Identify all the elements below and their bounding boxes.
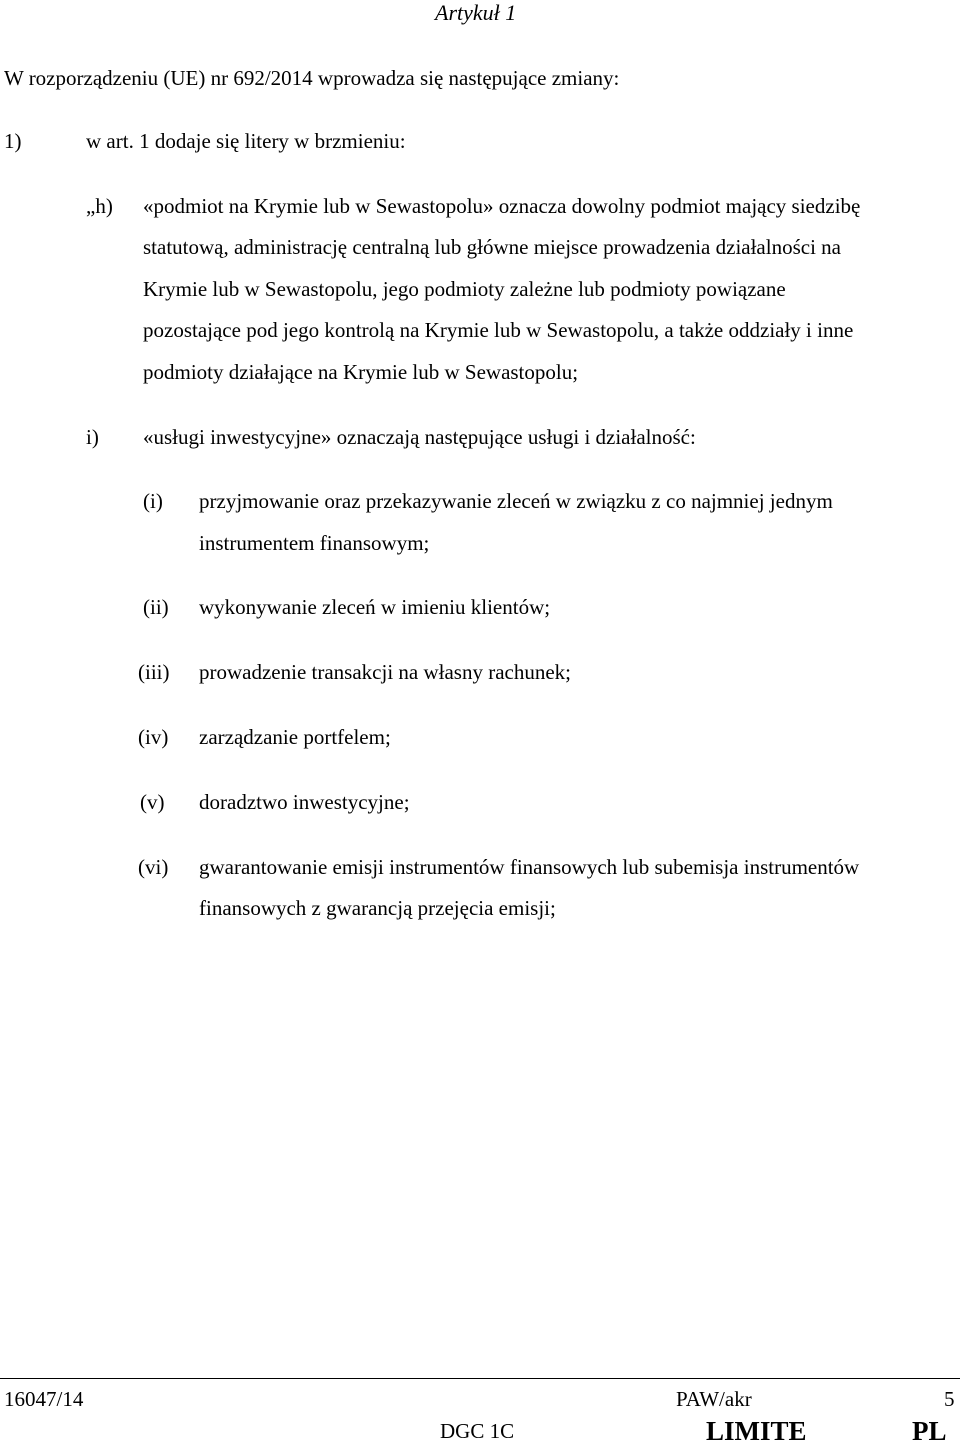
subitem-line: instrumentem finansowym;	[199, 531, 430, 555]
subitem-line: gwarantowanie emisji instrumentów finansowych lub subemisja instrumentów	[199, 855, 860, 879]
intro-paragraph: W rozporządzeniu (UE) nr 692/2014 wprowadza się następujące zmiany:	[4, 66, 620, 90]
subitem-line: zarządzanie portfelem;	[199, 725, 391, 749]
item-i-label: i)	[86, 425, 99, 449]
item-h-line: Krymie lub w Sewastopolu, jego podmioty zależne lub podmioty powiązane	[143, 277, 786, 301]
subitem-label: (ii)	[143, 595, 169, 619]
item-i-text: «usługi inwestycyjne» oznaczają następujące usługi i działalność:	[143, 425, 696, 449]
item-h-label: „h)	[86, 194, 113, 218]
subitem-label: (i)	[143, 489, 163, 513]
point-1-number: 1)	[4, 129, 22, 153]
item-h-line: podmioty działające na Krymie lub w Sewastopolu;	[143, 360, 579, 384]
item-h-line: statutową, administrację centralną lub główne miejsce prowadzenia działalności na	[143, 235, 841, 259]
subitem-line: przyjmowanie oraz przekazywanie zleceń w związku z co najmniej jednym	[199, 489, 833, 513]
item-h-line: pozostające pod jego kontrolą na Krymie lub w Sewastopolu, a także oddziały i inne	[143, 318, 854, 342]
point-1-text: w art. 1 dodaje się litery w brzmieniu:	[86, 129, 406, 153]
subitem-line: wykonywanie zleceń w imieniu klientów;	[199, 595, 551, 619]
footer-author: PAW/akr	[676, 1387, 752, 1411]
footer-doc-number: 16047/14	[4, 1387, 84, 1411]
subitem-label: (iii)	[138, 660, 170, 684]
subitem-label: (iv)	[138, 725, 169, 749]
subitem-label: (vi)	[138, 855, 169, 879]
subitem-line: doradztwo inwestycyjne;	[199, 790, 410, 814]
subitem-line: finansowych z gwarancją przejęcia emisji;	[199, 896, 556, 920]
item-h-line: «podmiot na Krymie lub w Sewastopolu» oznacza dowolny podmiot mający siedzibę	[143, 194, 861, 218]
subitem-line: prowadzenie transakcji na własny rachunek;	[199, 660, 572, 684]
footer-language: PL	[912, 1416, 947, 1446]
subitem-label: (v)	[140, 790, 165, 814]
footer-dept: DGC 1C	[440, 1419, 515, 1443]
footer-classification: LIMITE	[706, 1416, 807, 1446]
article-title: Artykuł 1	[435, 0, 517, 25]
footer-page-number: 5	[944, 1387, 955, 1411]
footer-rule	[0, 1378, 960, 1379]
